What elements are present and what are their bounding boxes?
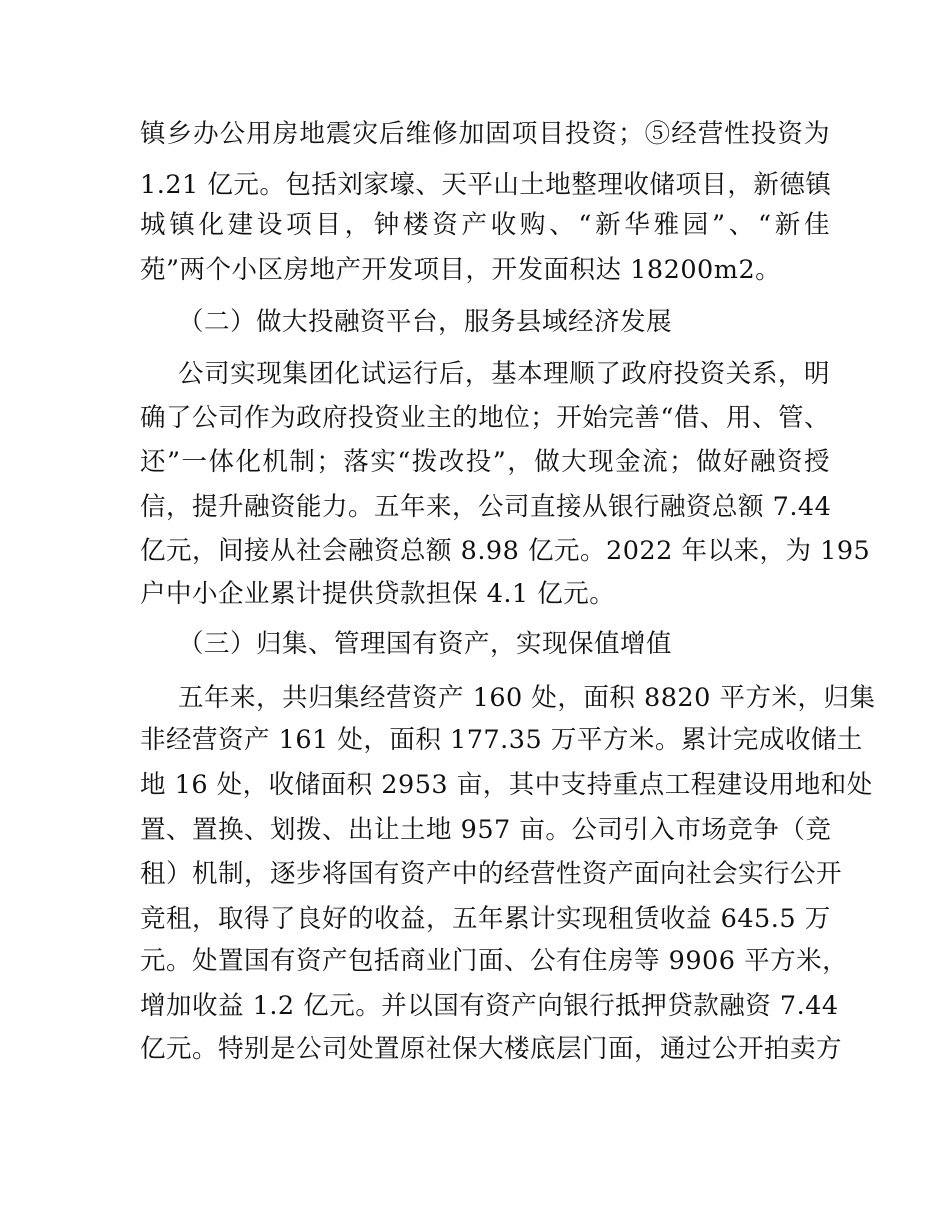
paragraph-line: 城镇化建设项目，钟楼资产收购、“新华雅园”、“新佳 bbox=[140, 210, 830, 240]
section-heading-3: （三）归集、管理国有资产，实现保值增值 bbox=[178, 629, 673, 659]
paragraph-line: 非经营资产 161 处，面积 177.35 万平方米。累计完成收储土 bbox=[140, 725, 863, 755]
paragraph-line: 确了公司作为政府投资业主的地位；开始完善“借、用、管、 bbox=[140, 403, 830, 433]
section-heading-2: （二）做大投融资平台，服务县域经济发展 bbox=[178, 307, 673, 337]
paragraph-line: 元。处置国有资产包括商业门面、公有住房等 9906 平方米， bbox=[140, 946, 849, 976]
paragraph-line: 公司实现集团化试运行后，基本理顺了政府投资关系，明 bbox=[178, 359, 830, 389]
paragraph-line: 镇乡办公用房地震灾后维修加固项目投资；⑤经营性投资为 bbox=[140, 119, 830, 149]
paragraph-line: 竞租，取得了良好的收益，五年累计实现租赁收益 645.5 万 bbox=[140, 904, 831, 934]
paragraph-line: 还”一体化机制；落实“拨改投”，做大现金流；做好融资授 bbox=[140, 447, 830, 477]
paragraph-line: 亿元，间接从社会融资总额 8.98 亿元。2022 年以来，为 195 bbox=[140, 536, 871, 566]
paragraph-line: 1.21 亿元。包括刘家壕、天平山土地整理收储项目，新德镇 bbox=[140, 170, 832, 200]
paragraph-line: 户中小企业累计提供贷款担保 4.1 亿元。 bbox=[140, 579, 616, 609]
paragraph-line: 五年来，共归集经营资产 160 处，面积 8820 平方米，归集 bbox=[178, 683, 876, 713]
paragraph-line: 置、置换、划拨、出让土地 957 亩。公司引入市场竞争（竞 bbox=[140, 815, 832, 845]
paragraph-line: 亿元。特别是公司处置原社保大楼底层门面，通过公开拍卖方 bbox=[140, 1034, 843, 1064]
paragraph-line: 增加收益 1.2 亿元。并以国有资产向银行抵押贷款融资 7.44 bbox=[140, 991, 839, 1021]
paragraph-line: 信，提升融资能力。五年来，公司直接从银行融资总额 7.44 bbox=[140, 492, 832, 522]
paragraph-line: 租）机制，逐步将国有资产中的经营性资产面向社会实行公开 bbox=[140, 859, 843, 889]
paragraph-line: 苑”两个小区房地产开发项目，开发面积达 18200m2。 bbox=[140, 255, 782, 285]
paragraph-line: 地 16 处，收储面积 2953 亩，其中支持重点工程建设用地和处 bbox=[140, 770, 873, 800]
